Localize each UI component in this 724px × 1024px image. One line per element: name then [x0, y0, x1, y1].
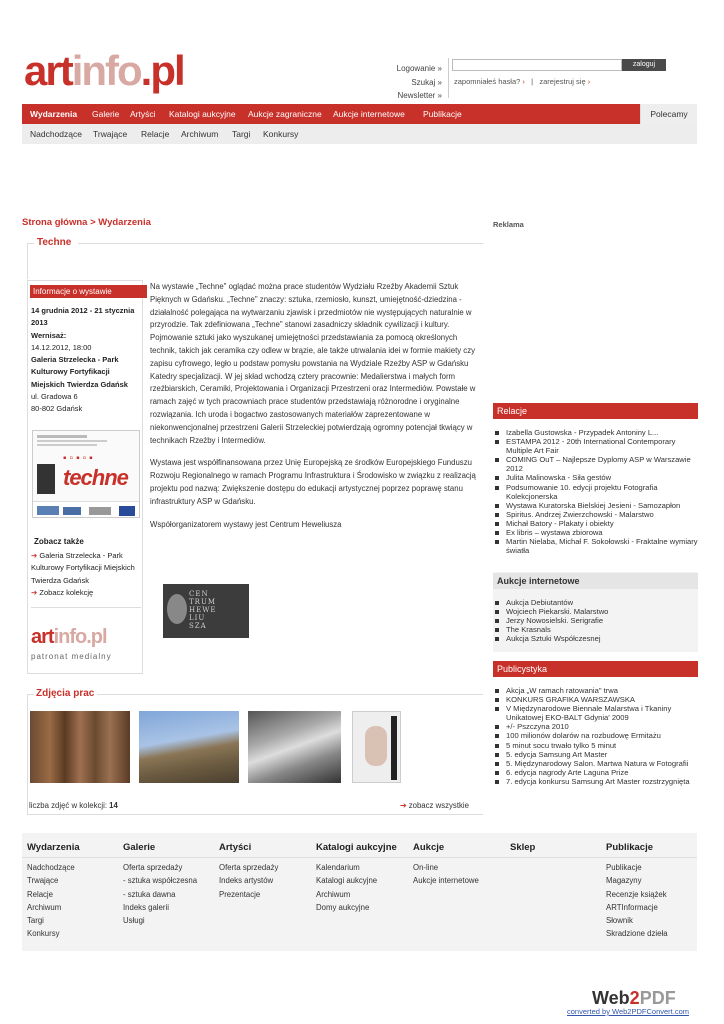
subnav-item-archiwum[interactable]: Archiwum	[181, 129, 219, 139]
list-item[interactable]: 5. edycja Samsung Art Master	[493, 750, 698, 759]
footer-link[interactable]: Aukcje internetowe	[413, 876, 479, 886]
see-also-list	[31, 550, 143, 599]
forgot-password-link[interactable]: zapomniałeś hasła?	[454, 77, 521, 86]
web2pdf-web: Web	[592, 988, 630, 1008]
photo-count-value: 14	[109, 801, 118, 810]
nav-item-polecamy[interactable]: Polecamy	[640, 104, 697, 124]
arrow-right-icon: ➔	[31, 551, 38, 560]
footer-heading[interactable]: Sklep	[510, 842, 536, 853]
footer-link[interactable]: Domy aukcyjne	[316, 902, 370, 912]
header-divider	[448, 58, 449, 98]
figure-shape	[365, 726, 387, 766]
footer-link[interactable]: Relacje	[27, 889, 54, 899]
footer-link[interactable]: Oferta sprzedaży	[219, 863, 279, 872]
footer-link[interactable]: Recenzje książek	[606, 889, 667, 899]
footer-col-galerie	[123, 842, 213, 927]
logo-art: art	[24, 47, 72, 94]
photos-divider	[97, 694, 483, 695]
list-item[interactable]: Ex libris – wystawa zbiorowa	[493, 528, 698, 537]
aukcje-list	[493, 598, 698, 643]
arrow-icon: ›	[522, 77, 525, 86]
list-item[interactable]: Wystawa Kuratorska Bielskiej Jesieni - Samozapłon	[493, 501, 698, 510]
list-item[interactable]: 100 milionów dolarów na rozbudowę Ermitażu	[493, 731, 698, 740]
frame-line	[27, 814, 483, 815]
nav-item-publikacje[interactable]: Publikacje	[423, 109, 462, 119]
article-paragraph: Współorganizatorem wystawy jest Centrum Heweliusza	[150, 519, 342, 529]
separator: |	[531, 77, 534, 86]
footer-link[interactable]: Usługi	[123, 916, 145, 926]
frame-edge	[391, 716, 397, 780]
nav-item-aukcje-zagraniczne[interactable]: Aukcje zagraniczne	[248, 109, 322, 119]
arrow-right-icon: ➔	[31, 587, 38, 597]
footer-link[interactable]: Skradzione dzieła	[606, 929, 668, 939]
footer-col-artysci	[219, 842, 309, 901]
footer-link[interactable]: Trwające	[27, 876, 59, 886]
web2pdf-pdf: PDF	[639, 988, 676, 1008]
footer-col-aukcje	[413, 842, 503, 888]
footer-heading[interactable]: Artyści	[219, 842, 252, 853]
list-item[interactable]: The Krasnals	[493, 625, 698, 634]
venue-street: ul. Gradowa 6	[31, 392, 78, 402]
footer-link[interactable]: Targi	[27, 916, 44, 926]
login-links	[454, 77, 590, 86]
arrow-right-icon: ➔	[400, 801, 407, 810]
nav-item-artysci[interactable]: Artyści	[130, 109, 156, 119]
page-title: Techne	[37, 237, 72, 248]
see-all-link[interactable]	[400, 801, 469, 810]
sub-nav	[22, 124, 697, 144]
cent-logo-line: TRUM	[189, 598, 217, 606]
see-also-label: Galeria Strzelecka - Park Kulturowy Fortyfikacji Miejskich Twierdza Gdańsk	[31, 551, 135, 585]
subnav-item-konkursy[interactable]: Konkursy	[263, 129, 299, 139]
nav-item-katalogi[interactable]: Katalogi aukcyjne	[169, 109, 236, 119]
publicystyka-list	[493, 686, 698, 786]
footer-link[interactable]: Słownik	[606, 916, 633, 926]
list-item[interactable]: Akcja „W ramach ratowania" trwa	[493, 686, 698, 695]
footer-link[interactable]: Kalendarium	[316, 863, 360, 872]
subnav-item-trwajace[interactable]: Trwające	[93, 129, 128, 139]
frame-line	[27, 243, 34, 244]
list-item[interactable]: Jerzy Nowosielski. Serigrafie	[493, 616, 698, 625]
patron-art: art	[31, 626, 54, 648]
nav-item-wydarzenia[interactable]: Wydarzenia	[30, 109, 78, 119]
photo-count	[29, 801, 118, 810]
footer-col-katalogi	[316, 842, 410, 914]
list-item[interactable]: Spiritus. Andrzej Zwierzchowski - Malarstwo	[493, 510, 698, 519]
footer-heading[interactable]: Wydarzenia	[27, 842, 80, 853]
article-paragraph: Na wystawie „Techne" oglądać można prace studentów Wydziału Rzeźby Akademii Sztuk Pięknych w Gdańsku. „Techne" znaczy: sztuka, rzemiosło, kunszt, umiejętność-dziedzina - działalność polegająca na wytwarzaniu zjawisk i przedmiotów nie występujących naturalnie w przyrodzie. Tak zdefiniowana „Techne" stanowi zasadniczy składnik cywilizacji i kultury.	[150, 282, 472, 330]
list-item[interactable]: V Międzynarodowe Biennale Malarstwa i Tkaniny Unikatowej EKO-BALT Gdynia' 2009	[493, 704, 698, 722]
list-item[interactable]: Martin Nielaba, Michał F. Sokołowski - Fraktalne wymiary światła	[493, 537, 698, 555]
footer-link[interactable]: Archiwum	[27, 902, 62, 912]
list-item[interactable]: 5. Międzynarodowy Salon. Martwa Natura w Fotografii	[493, 759, 698, 768]
footer-col-sklep	[510, 842, 600, 861]
list-item[interactable]: Julita Malinowska - Siła gestów	[493, 473, 698, 482]
cent-logo-line: CEN	[189, 590, 209, 598]
sponsor-logo	[63, 507, 81, 515]
frame-line	[27, 694, 34, 695]
footer-link[interactable]: - sztuka dawna	[123, 889, 176, 899]
footer-link[interactable]: On-line	[413, 863, 439, 872]
cent-logo-line: SZA	[189, 622, 207, 630]
see-also-heading: Zobacz także	[34, 537, 84, 546]
logo-info: info	[71, 47, 141, 94]
ad-label: Reklama	[493, 220, 524, 229]
exhibition-info	[31, 305, 143, 416]
poster-text-line	[37, 444, 97, 446]
photos-heading: Zdjęcia prac	[36, 688, 95, 699]
newsletter-link[interactable]: Newsletter »	[397, 91, 442, 100]
opening-time: 14.12.2012, 18:00	[31, 342, 92, 352]
list-item[interactable]: Izabella Gustowska - Przypadek Antoniny L...	[493, 428, 698, 437]
breadcrumb[interactable]: Strona główna > Wydarzenia	[22, 217, 151, 228]
opening-label: Wernisaż:	[31, 330, 67, 340]
aukcje-heading: Aukcje internetowe	[493, 573, 698, 589]
footer-link[interactable]: Nadchodzące	[27, 863, 75, 872]
footer-link[interactable]: Katalogi aukcyjne	[316, 876, 378, 886]
relacje-list	[493, 428, 698, 555]
list-item[interactable]: KONKURS GRAFIKA WARSZAWSKA	[493, 695, 698, 704]
footer-heading[interactable]: Aukcje	[413, 842, 445, 853]
arrow-icon: ›	[587, 77, 591, 86]
see-also-item[interactable]	[31, 550, 143, 587]
list-item[interactable]: 7. edycja konkursu Samsung Art Master rozstrzygnięta	[493, 777, 698, 786]
poster-text-line	[37, 435, 87, 438]
list-item[interactable]: Wojciech Piekarski. Malarstwo	[493, 607, 698, 616]
gallery-thumbnail[interactable]	[248, 711, 341, 783]
list-item[interactable]: COMING OuT – Najlepsze Dyplomy ASP w Warszawie 2012	[493, 455, 698, 473]
sponsor-logo	[37, 506, 59, 515]
footer-divider	[22, 857, 697, 858]
footer-heading[interactable]: Katalogi aukcyjne	[316, 842, 397, 853]
venue-link[interactable]: Galeria Strzelecka - Park Kulturowy Fortyfikacji Miejskich Twierdza Gdańsk	[31, 355, 128, 389]
subnav-item-targi[interactable]: Targi	[232, 129, 251, 139]
see-also-item[interactable]	[31, 587, 143, 599]
exhibition-poster[interactable]	[32, 430, 140, 518]
footer-link[interactable]: Indeks galerii	[123, 902, 169, 912]
footer-link[interactable]: Prezentacje	[219, 889, 261, 899]
web2pdf-two: 2	[629, 988, 640, 1008]
nav-item-aukcje-internetowe[interactable]: Aukcje internetowe	[333, 109, 405, 119]
divider	[31, 607, 141, 608]
poster-title: techne	[63, 465, 128, 490]
publicystyka-heading: Publicystyka	[493, 661, 698, 677]
list-item[interactable]: 5 minut socu trwało tylko 5 minut	[493, 741, 698, 750]
footer-heading[interactable]: Galerie	[123, 842, 156, 853]
cent-logo-line: HEWE	[189, 606, 217, 614]
photo-count-label: liczba zdjęć w kolekcji:	[29, 801, 107, 810]
footer-link[interactable]: Oferta sprzedaży	[123, 863, 183, 872]
footer-link[interactable]: Publikacje	[606, 863, 642, 872]
media-patron-logo[interactable]	[31, 626, 112, 661]
list-item[interactable]: +/- Pszczyna 2010	[493, 722, 698, 731]
footer-link[interactable]: Magazyny	[606, 876, 642, 886]
gallery-thumbnail[interactable]	[352, 711, 401, 783]
gallery-thumbnail[interactable]	[139, 711, 239, 783]
footer-link[interactable]: Indeks artystów	[219, 876, 274, 886]
converted-by-link[interactable]: converted by Web2PDFConvert.com	[567, 1007, 689, 1016]
list-item[interactable]: 6. edycja nagrody Arte Laguna Prize	[493, 768, 698, 777]
cent-logo-line: LIU	[189, 614, 206, 622]
frame-line	[27, 694, 28, 814]
site-logo[interactable]	[24, 47, 184, 94]
main-nav	[22, 104, 697, 124]
article-paragraph: Wystawa jest współfinansowana przez Unię Europejską ze środków Europejskiego Funduszu Rozwoju Regionalnego w ramach Programu Infrastruktura i Środowisko w związku z realizacją projektu pod nazwą: Zwiększenie dostępu do edukacji artystycznej poprzez poprawę stanu infrastruktury ASP w Gdańsku.	[150, 458, 476, 506]
subnav-item-relacje[interactable]: Relacje	[141, 129, 170, 139]
see-also-label: Zobacz kolekcję	[39, 587, 94, 597]
list-item[interactable]: Michał Batory - Plakaty i obiekty	[493, 519, 698, 528]
login-input[interactable]	[452, 59, 622, 71]
see-all-label: zobacz wszystkie	[408, 801, 469, 810]
subnav-item-nadchodzace[interactable]: Nadchodzące	[30, 129, 82, 139]
venue-city: 80-802 Gdańsk	[31, 404, 83, 414]
poster-dots: ▪▫▪▫▪	[63, 453, 96, 464]
list-item[interactable]: Aukcja Sztuki Współczesnej	[493, 634, 698, 643]
poster-graphic	[37, 464, 55, 494]
relacje-heading: Relacje	[493, 403, 698, 419]
patron-info: info.pl	[53, 626, 107, 648]
footer-heading[interactable]: Publikacje	[606, 842, 653, 853]
login-button[interactable]: zaloguj	[622, 59, 666, 71]
gallery-thumbnail[interactable]	[30, 711, 130, 783]
article-body	[150, 281, 480, 541]
search-link[interactable]: Szukaj »	[411, 77, 442, 87]
register-link[interactable]: zarejestruj się	[539, 77, 586, 86]
poster-sponsor-strip	[33, 501, 140, 518]
portrait-icon	[167, 594, 187, 624]
footer-link[interactable]: - sztuka współczesna	[123, 876, 198, 886]
nav-item-galerie[interactable]: Galerie	[92, 109, 120, 119]
footer-link[interactable]: ARTInformacje	[606, 902, 658, 912]
sponsor-logo	[89, 507, 111, 515]
patron-label: patronat medialny	[31, 652, 112, 661]
footer-link[interactable]: Konkursy	[27, 929, 60, 939]
info-panel-header: Informacje o wystawie	[30, 285, 147, 298]
list-item[interactable]: ESTAMPA 2012 - 20th International Contemporary Multiple Art Fair	[493, 437, 698, 455]
top-links	[397, 62, 442, 103]
frame-line	[27, 243, 28, 279]
exhibition-dates: 14 grudnia 2012 - 21 stycznia 2013	[31, 306, 135, 328]
title-divider	[78, 243, 483, 244]
poster-text-line	[37, 440, 107, 442]
centrum-heweliusza-logo[interactable]	[163, 584, 249, 638]
footer-link[interactable]: Archiwum	[316, 889, 351, 899]
list-item[interactable]: Aukcja Debiutantów	[493, 598, 698, 607]
logo-pl: .pl	[140, 47, 184, 94]
eu-flag-icon	[119, 506, 135, 516]
login-link[interactable]: Logowanie »	[396, 64, 442, 73]
web2pdf-logo[interactable]	[592, 988, 676, 1009]
list-item[interactable]: Podsumowanie 10. edycji projektu Fotografia Kolekcjonerska	[493, 483, 698, 501]
article-paragraph: Pojmowanie sztuki jako wyszukanej umiejętności przedstawiania za pomocą określonych technik, takich jak ceramika czy odlew w brązie, ale także utrwalania idei w formie makiety czy zapisu cyfrowego, legło u podstaw pomysłu powstania na Wydziale Rzeźby ASP w Gdańsku Katedry specjalizacji. W jej skład wchodzą cztery pracownie: Medalierstwa i małych form rzeźbiarskich, Ceramiki, Projektowania i Organizacji Przestrzeni oraz Intermediów. Powstałe w ramach zajęć w tych pracowniach prace studentów przedstawiają różnorodne i oryginalne rozwiązania. Ich uroda i bogactwo zastosowanych materiałów zaprezentowane w niekonwencjonalnej przestrzeni Galerii Strzeleckiej potwierdzają ogromny potencjał tkwiący w technikach Rzeźby i Intermediów.	[150, 333, 476, 445]
